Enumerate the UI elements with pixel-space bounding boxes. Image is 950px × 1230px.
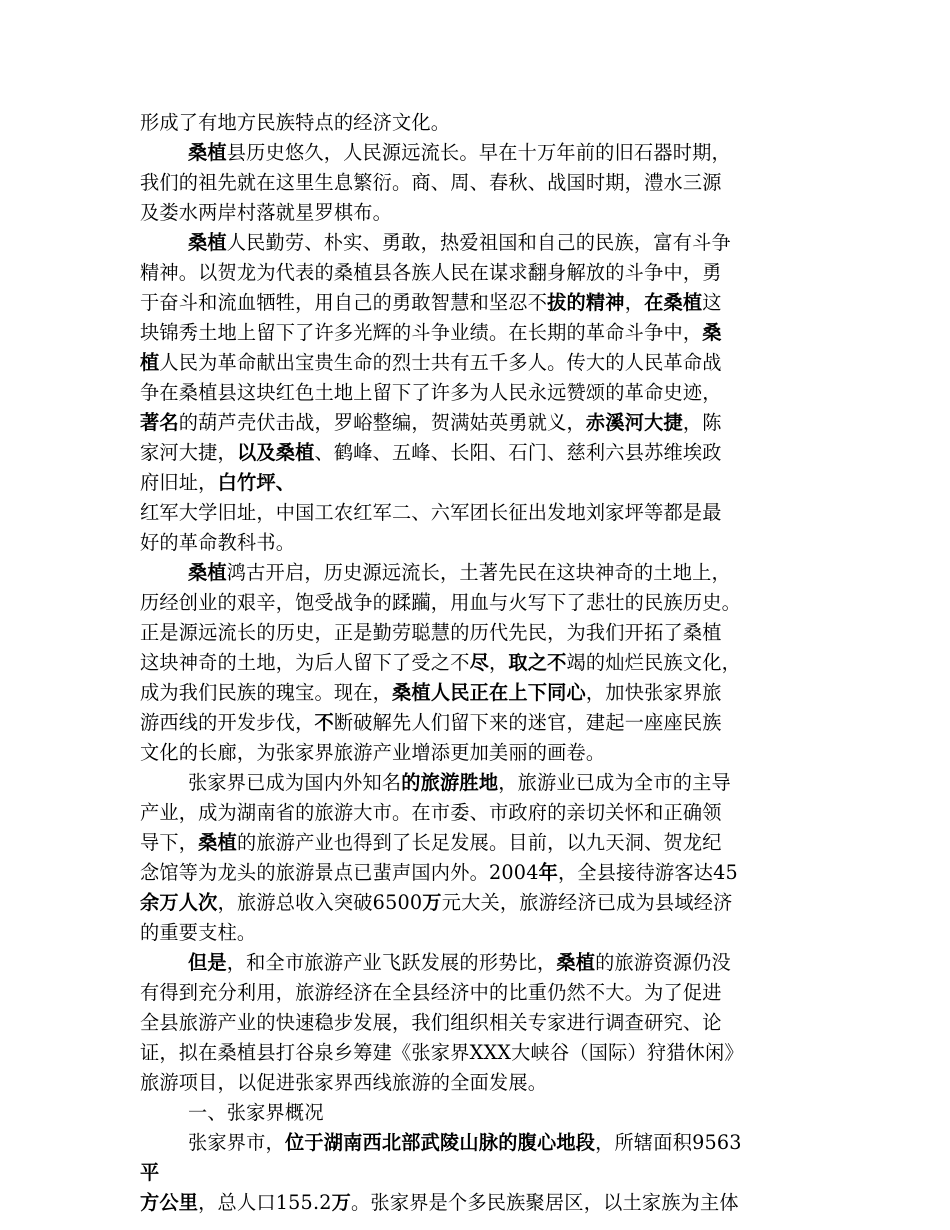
text-line	[140, 708, 812, 738]
text-run: 争在桑植县这块红色土地上留下了许多为人民永远赞颂的革命史迹，	[140, 381, 722, 404]
text-line	[140, 1068, 812, 1098]
text-run: ，	[624, 291, 645, 314]
document-body	[140, 108, 812, 1218]
text-run: 、鹤峰、五峰、长阳、石门、慈利六县苏维埃政	[314, 441, 722, 464]
text-line	[140, 438, 812, 468]
text-line	[140, 978, 812, 1008]
text-run: 证，拟在桑植县打谷泉乡筹建《张家界XXX大峡谷（国际）狩猎休闲》	[140, 1041, 744, 1064]
text-line	[140, 618, 812, 648]
bold-text-run: 方公里	[140, 1191, 199, 1214]
text-run: 的旅游资源仍没	[595, 951, 731, 974]
bold-text-run: 桑	[702, 321, 722, 344]
text-run: 块锦秀土地上留下了许多光辉的斗争业绩。在长期的革命斗争中，	[140, 321, 703, 344]
bold-text-run: 位于湖南西北部武陵山脉的腹心地段	[284, 1131, 596, 1154]
bold-text-run: 平	[140, 1161, 160, 1184]
text-line	[140, 558, 812, 588]
text-run: 的旅游产业也得到了长足发展。目前，以九天洞、贺龙纪	[236, 831, 722, 854]
text-line	[140, 228, 812, 258]
bold-text-run: 桑植	[188, 561, 227, 584]
text-line	[140, 288, 812, 318]
text-line	[140, 348, 812, 378]
text-line	[140, 1158, 812, 1188]
text-line	[140, 888, 812, 918]
bold-text-run: 著名	[140, 411, 179, 434]
text-line	[140, 1188, 812, 1218]
bold-text-run: 但是	[188, 951, 227, 974]
bold-text-run: 年	[538, 861, 558, 884]
text-run: 竭的灿烂民族文化，	[566, 651, 742, 674]
text-line	[140, 378, 812, 408]
bold-text-run: 取之不	[508, 651, 567, 674]
bold-text-run: 桑植	[198, 831, 237, 854]
text-run: 人民为革命献出宝贵生命的烈士共有五千多人。传大的人民革命战	[159, 351, 722, 374]
text-line	[140, 588, 812, 618]
text-line	[140, 408, 812, 438]
text-run: 正是源远流长的历史，正是勤劳聪慧的历代先民，为我们开拓了桑植	[140, 621, 722, 644]
text-run: 府旧址，	[140, 471, 218, 494]
bold-text-run: 赤溪河大捷	[585, 411, 683, 434]
text-run: ，加快张家界旅	[585, 681, 722, 704]
text-line	[140, 918, 812, 948]
text-run: 张家界市，	[188, 1131, 285, 1154]
text-line	[140, 1128, 812, 1158]
text-run: ，所辖面积9563	[595, 1131, 742, 1154]
bold-text-run: 万	[331, 1191, 352, 1214]
text-line	[140, 498, 812, 528]
bold-text-run: 桑植	[188, 141, 227, 164]
text-line	[140, 738, 812, 768]
text-run: 县历史悠久，人民源远流长。早在十万年前的旧石器时期，	[226, 141, 731, 164]
bold-text-run: 的旅游胜地	[401, 771, 499, 794]
text-run: 有得到充分利用，旅游经济在全县经济中的比重仍然不大。为了促进	[140, 981, 722, 1004]
text-run: 念馆等为龙头的旅游景点已蜚声国内外。2004	[140, 861, 539, 884]
bold-text-run: 桑植人民正在上下同心	[392, 681, 586, 704]
text-run: 精神。以贺龙为代表的桑植县各族人民在谋求翻身解放的斗争中，勇	[140, 261, 722, 284]
text-run: 历经创业的艰辛，饱受战争的蹂躏，用血与火写下了悲壮的民族历史。	[140, 591, 742, 614]
bold-text-run: 在桑植	[644, 291, 703, 314]
text-line	[140, 258, 812, 288]
text-line	[140, 828, 812, 858]
bold-text-run: 白竹坪、	[217, 471, 296, 494]
bold-text-run: 以及桑植	[236, 441, 315, 464]
bold-text-run: 余万人次	[140, 891, 218, 914]
text-run: 家河大捷，	[140, 441, 237, 464]
text-line	[140, 1008, 812, 1038]
text-run: 。张家界是个多民族聚居区，以土家族为主体	[351, 1191, 739, 1214]
text-line	[140, 1098, 812, 1128]
text-line	[140, 468, 812, 498]
text-line	[140, 768, 812, 798]
bold-text-run: 不	[314, 711, 334, 734]
text-run: 产业，成为湖南省的旅游大市。在市委、市政府的亲切关怀和正确领	[140, 801, 722, 824]
text-run: ，总人口155.2	[198, 1191, 332, 1214]
text-line	[140, 1038, 812, 1068]
text-line	[140, 168, 812, 198]
text-line	[140, 678, 812, 708]
text-line	[140, 198, 812, 228]
bold-text-run: 桑植	[556, 951, 596, 974]
text-run: ，	[488, 651, 509, 674]
text-run: 断破解先人们留下来的迷官，建起一座座民族	[333, 711, 722, 734]
text-run: 元大关，旅游经济已成为县域经济	[441, 891, 733, 914]
bold-text-run: 桑植	[188, 231, 227, 254]
text-run: 游西线的开发步伐，	[140, 711, 315, 734]
text-run: 导下，	[140, 831, 199, 854]
text-run: 的重要支柱。	[140, 921, 257, 944]
text-run: 我们的祖先就在这里生息繁衍。商、周、春秋、战国时期，澧水三源	[140, 171, 722, 194]
text-run: ，陈	[682, 411, 722, 434]
text-run: 张家界已成为国内外知名	[188, 771, 402, 794]
text-run: 这块神奇的土地，为后人留下了受之不	[140, 651, 470, 674]
text-run: 这	[702, 291, 722, 314]
text-run: ，全县接待游客达45	[558, 861, 738, 884]
text-run: 一、张家界概况	[188, 1101, 324, 1124]
text-run: ，和全市旅游产业飞跃发展的形势比，	[226, 951, 557, 974]
text-run: 好的革命教科书。	[140, 531, 296, 554]
text-line	[140, 648, 812, 678]
text-run: 全县旅游产业的快速稳步发展，我们组织相关专家进行调查研究、论	[140, 1011, 722, 1034]
bold-text-run: 拔的精神	[547, 291, 625, 314]
text-line	[140, 948, 812, 978]
text-run: 成为我们民族的瑰宝。现在，	[140, 681, 393, 704]
text-line	[140, 798, 812, 828]
text-run: 文化的长廊，为张家界旅游产业增添更加美丽的画卷。	[140, 741, 606, 764]
text-line	[140, 138, 812, 168]
text-run: 的葫芦壳伏击战，罗峪整编，贺满姑英勇就义，	[178, 411, 586, 434]
bold-text-run: 尽	[469, 651, 489, 674]
text-run: 形成了有地方民族特点的经济文化。	[140, 111, 451, 134]
text-line	[140, 108, 812, 138]
text-run: ，旅游业已成为全市的主导	[498, 771, 731, 794]
text-run: 鸿古开启，历史源远流长，土著先民在这块神奇的土地上，	[226, 561, 731, 584]
text-line	[140, 858, 812, 888]
text-run: 旅游项目，以促进张家界西线旅游的全面发展。	[140, 1071, 548, 1094]
text-line	[140, 528, 812, 558]
bold-text-run: 植	[140, 351, 160, 374]
text-run: 及娄水两岸村落就星罗棋布。	[140, 201, 393, 224]
text-run: ，旅游总收入突破6500	[217, 891, 423, 914]
text-run: 于奋斗和流血牺牲，用自己的勇敢智慧和坚忍不	[140, 291, 548, 314]
bold-text-run: 万	[422, 891, 442, 914]
text-run: 红军大学旧址，中国工农红军二、六军团长征出发地刘家坪等都是最	[140, 501, 722, 524]
text-line	[140, 318, 812, 348]
text-run: 人民勤劳、朴实、勇敢，热爱祖国和自己的民族，富有斗争	[226, 231, 731, 254]
